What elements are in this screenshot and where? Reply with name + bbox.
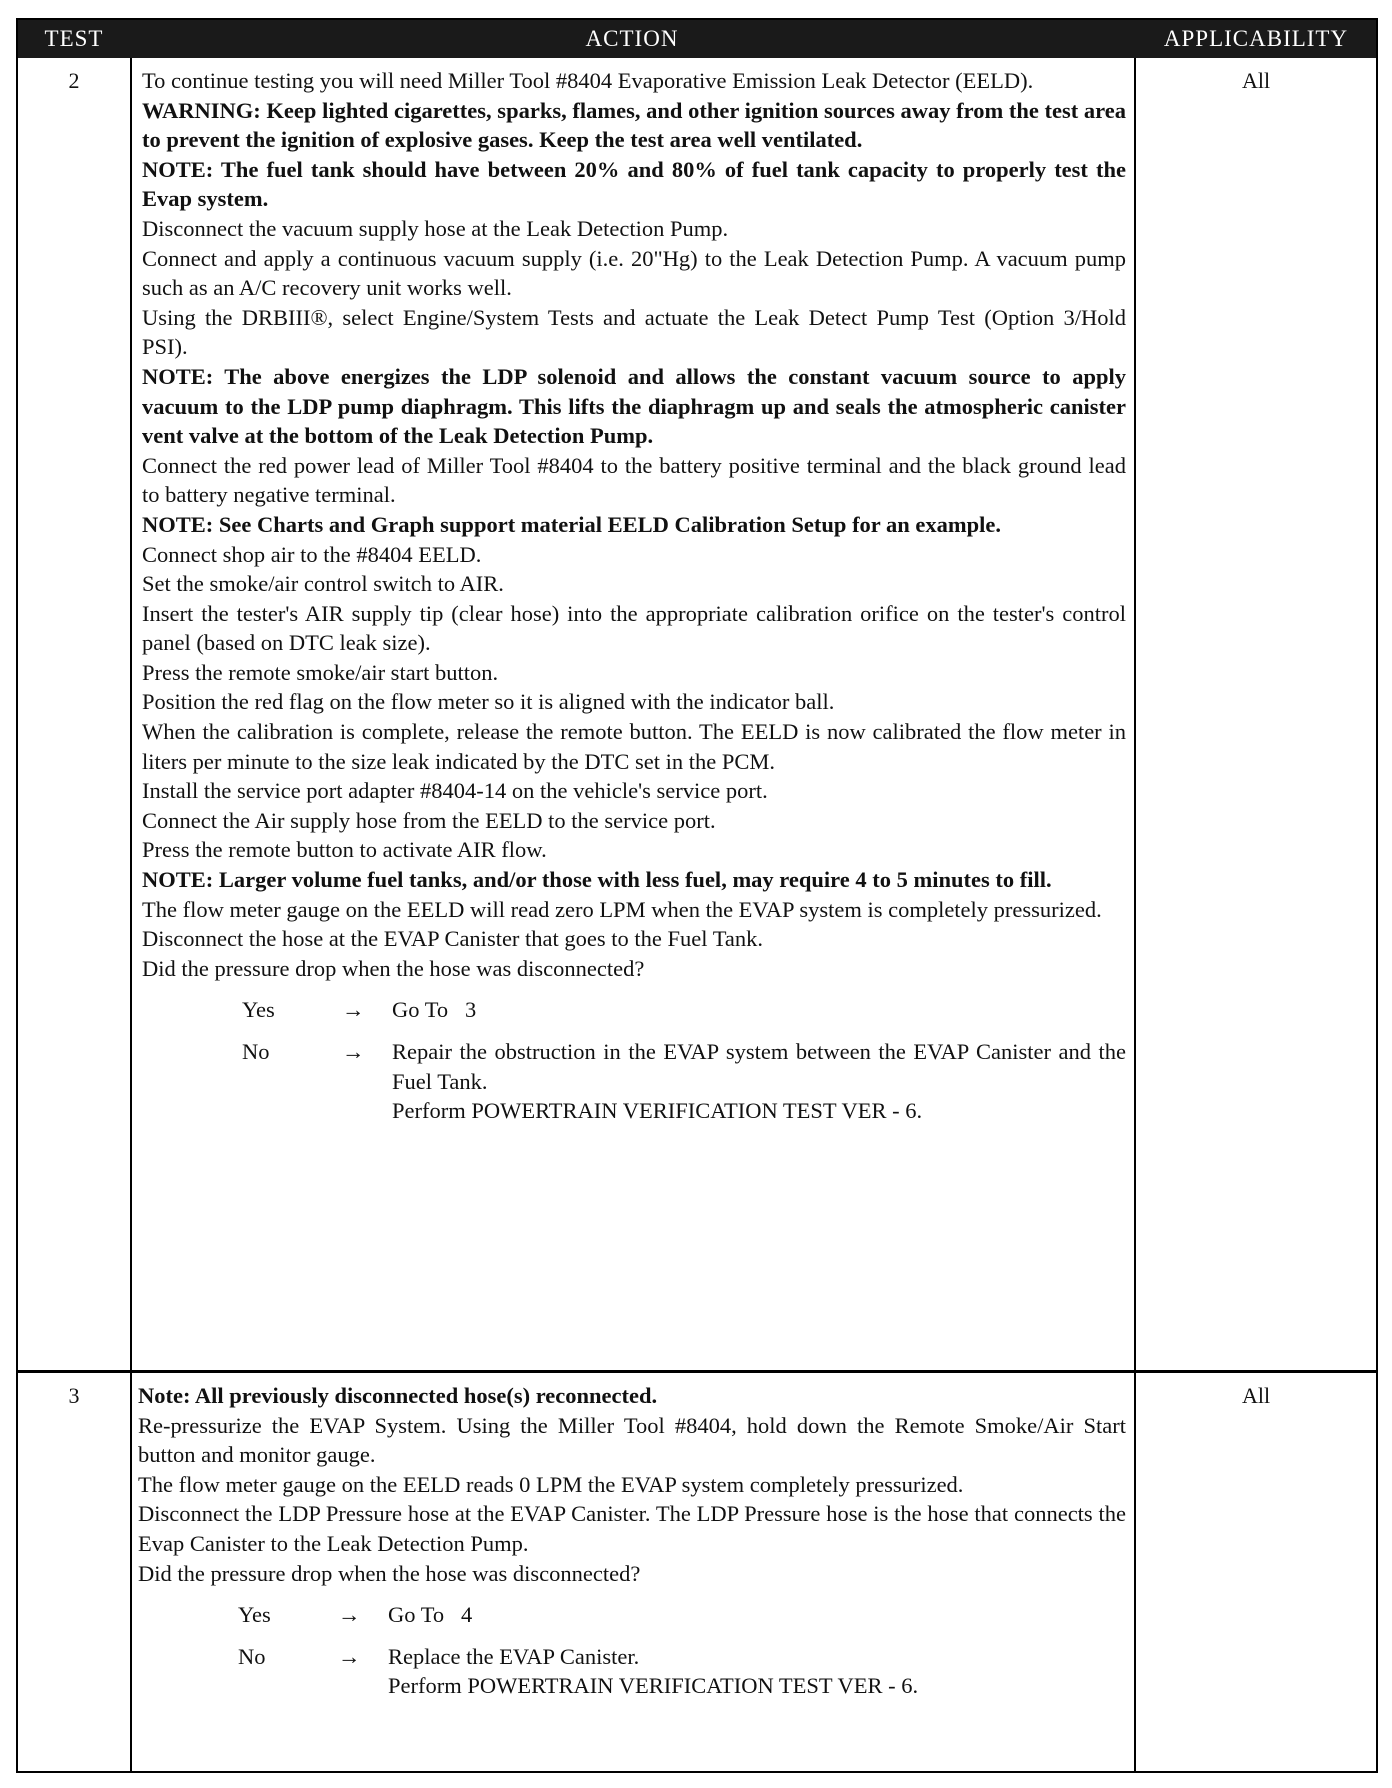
yes-result: Go To 4 (388, 1602, 473, 1628)
yes-label: Yes (238, 1602, 271, 1628)
note-text: NOTE: The fuel tank should have between 20% and 80% of fuel tank capacity to properly test the Evap system. (142, 156, 1126, 212)
no-label: No (238, 1643, 266, 1669)
action-line: Connect the red power lead of Miller Tool #8404 to the battery positive terminal and the black ground lead to battery negative terminal. (142, 452, 1126, 508)
test-number: 3 (68, 1383, 80, 1408)
table-row (18, 58, 1376, 1370)
arrow-icon: → (338, 1643, 361, 1669)
table-row (18, 1373, 1376, 1771)
header-test: TEST (44, 26, 104, 51)
no-result-line: Replace the EVAP Canister. (388, 1643, 640, 1669)
test-number: 2 (68, 68, 80, 93)
action-line: Using the DRBIII®, select Engine/System Tests and actuate the Leak Detect Pump Test (Option 3/Hold PSI). (142, 304, 1126, 360)
action-line: Connect shop air to the #8404 EELD. (142, 541, 482, 567)
arrow-icon: → (342, 997, 365, 1023)
yes-branch (138, 1600, 1126, 1630)
action-line: Disconnect the LDP Pressure hose at the EVAP Canister. The LDP Pressure hose is the hose that connects the Evap Canister to the Leak Detection Pump. (138, 1501, 1126, 1556)
action-line: The flow meter gauge on the EELD reads 0 LPM the EVAP system completely pressurized. (138, 1471, 964, 1497)
applicability-value: All (1241, 1383, 1271, 1408)
action-line: Disconnect the vacuum supply hose at the Leak Detection Pump. (142, 215, 729, 241)
header-action: ACTION (585, 26, 679, 51)
action-line: Press the remote smoke/air start button. (142, 659, 499, 685)
action-line: To continue testing you will need Miller Tool #8404 Evaporative Emission Leak Detector (EELD). (142, 68, 1034, 93)
note-text: Note: All previously disconnected hose(s) reconnected. (138, 1383, 658, 1408)
question-text: Did the pressure drop when the hose was disconnected? (142, 955, 645, 981)
note-text: NOTE: See Charts and Graph support material EELD Calibration Setup for an example. (142, 511, 1002, 537)
header-applicability: APPLICABILITY (1163, 26, 1349, 51)
note-text: NOTE: Larger volume fuel tanks, and/or those with less fuel, may require 4 to 5 minutes to fill. (142, 867, 1052, 893)
no-branch (138, 1642, 1126, 1701)
action-line: Re-pressurize the EVAP System. Using the Miller Tool #8404, hold down the Remote Smoke/Air Start button and monitor gauge. (138, 1412, 1126, 1468)
action-line: Position the red flag on the flow meter so it is aligned with the indicator ball. (142, 689, 835, 715)
no-result (392, 1037, 1126, 1126)
action-cell (138, 1381, 1126, 1701)
no-result (388, 1642, 1126, 1701)
action-line: Set the smoke/air control switch to AIR. (142, 571, 504, 597)
yes-label: Yes (242, 997, 275, 1023)
no-result-line: Perform POWERTRAIN VERIFICATION TEST VER - 6. (388, 1673, 919, 1699)
warning-text: WARNING: Keep lighted cigarettes, sparks, flames, and other ignition sources away from the test area to prevent the ignition of explosive gases. Keep the test area well ventilated. (142, 97, 1126, 153)
yes-result: Go To 3 (392, 997, 477, 1023)
action-line: The flow meter gauge on the EELD will read zero LPM when the EVAP system is completely pressurized. (142, 896, 1102, 922)
action-line: Press the remote button to activate AIR flow. (142, 837, 547, 863)
action-cell (142, 66, 1126, 1126)
arrow-icon: → (338, 1602, 361, 1628)
action-line: Connect and apply a continuous vacuum supply (i.e. 20"Hg) to the Leak Detection Pump. A vacuum pump such as an A/C recovery unit works well. (142, 245, 1126, 301)
action-line: Insert the tester's AIR supply tip (clear hose) into the appropriate calibration orifice on the tester's control panel (based on DTC leak size). (142, 600, 1126, 656)
question-text: Did the pressure drop when the hose was disconnected? (138, 1560, 641, 1586)
action-line: Disconnect the hose at the EVAP Canister that goes to the Fuel Tank. (142, 926, 764, 952)
action-line: When the calibration is complete, release the remote button. The EELD is now calibrated the flow meter in liters per minute to the size leak indicated by the DTC set in the PCM. (142, 719, 1126, 774)
no-label: No (242, 1039, 270, 1064)
action-line: Install the service port adapter #8404-14 on the vehicle's service port. (142, 778, 768, 804)
yes-branch (142, 995, 1126, 1025)
table-header (18, 20, 1376, 58)
note-text: NOTE: The above energizes the LDP solenoid and allows the constant vacuum source to apply vacuum to the LDP pump diaphragm. This lifts the diaphragm up and seals the atmospheric canister vent valve at the bottom of the Leak Detection Pump. (142, 363, 1126, 449)
no-result-line: Repair the obstruction in the EVAP system between the EVAP Canister and the Fuel Tank. (392, 1039, 1126, 1094)
action-line: Connect the Air supply hose from the EELD to the service port. (142, 807, 716, 833)
no-result-line: Perform POWERTRAIN VERIFICATION TEST VER - 6. (392, 1098, 923, 1124)
diagnostic-table (16, 18, 1378, 1773)
applicability-value: All (1241, 68, 1271, 93)
arrow-icon: → (342, 1039, 365, 1064)
no-branch (142, 1037, 1126, 1126)
